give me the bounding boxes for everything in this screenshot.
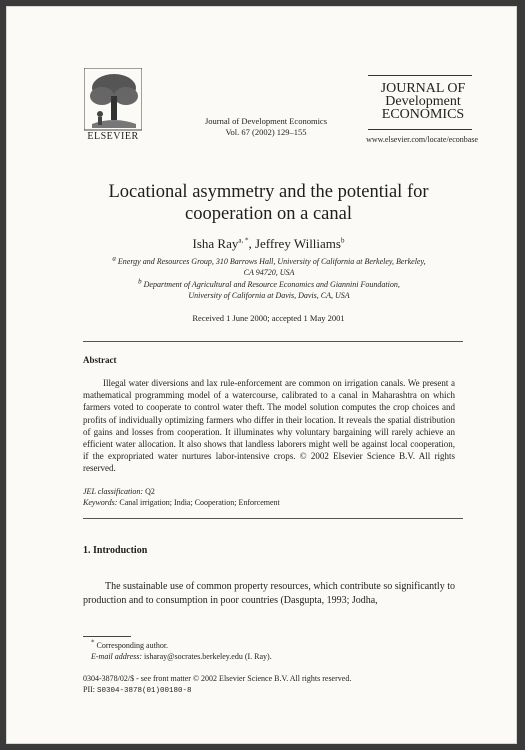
abstract-text: Illegal water diversions and lax rule-enforcement are common on irrigation canals. We present a mathematical programming model of a watercourse, calibrated to a canal in Maharashtra on which farmers voted to cooperate to control water theft. The model solution computes the crop choices and profits of individually optimizing farmers who differ in their location. It reveals the spatial distribution of gains and losses from cooperation. It illuminates why voluntary bargaining will rarely achieve an efficient water allocation. It also shows that landless laborers might well be against local cooperation, if the expropriated water nurtures labor-intensive crops. © 2002 Elsevier Science B.V. All rights reserved. (83, 378, 455, 474)
title-line-1: Locational asymmetry and the potential for (108, 182, 429, 202)
jel-label: JEL classification: (83, 487, 144, 496)
intro-paragraph: The sustainable use of common property resources, which contribute so significantly to production and to consumption in poor countries (Dasgupta, 1993; Jodha, (83, 581, 455, 606)
affiliation-a (74, 254, 464, 278)
abstract-rule-bottom (83, 518, 463, 519)
author-2: , Jeffrey Williams (248, 236, 341, 251)
email-value[interactable]: isharay@socrates.berkeley.edu (I. Ray). (144, 652, 272, 661)
corresponding-author: Corresponding author. (96, 641, 169, 650)
title-line-2: cooperation on a canal (185, 204, 352, 224)
affiliation-b (74, 277, 464, 301)
pii-line (83, 685, 463, 696)
pii-label: PII: (83, 685, 95, 694)
keywords-label: Keywords: (83, 498, 118, 507)
author-2-marks: b (340, 236, 345, 245)
abstract-rule-top (83, 341, 463, 342)
author-1-marks: a, * (238, 236, 249, 245)
classification-block (83, 486, 463, 508)
volume-line: Vol. 67 (2002) 129–155 (225, 127, 307, 137)
article-title (66, 181, 471, 225)
footnote-email (83, 652, 471, 662)
journal-brand (374, 82, 472, 121)
aff-a-line-1: Energy and Resources Group, 310 Barrows Hall, University of California at Berkeley, Berkeley, (117, 257, 426, 266)
footnote-rule (83, 636, 131, 637)
aff-a-line-2: CA 94720, USA (243, 267, 295, 277)
author-1: Isha Ray (192, 236, 239, 251)
pii-value: S0304-3878(01)00180-8 (97, 687, 192, 695)
brand-rule-bottom (368, 129, 472, 130)
brand-rule-top (368, 75, 472, 76)
aff-a-mark: a (112, 254, 116, 263)
aff-b-mark: b (138, 277, 142, 286)
author-line (66, 236, 471, 252)
paper-page (6, 6, 517, 744)
keywords-value: Canal irrigation; India; Cooperation; Enforcement (119, 498, 280, 507)
abstract-heading: Abstract (83, 355, 117, 365)
email-label: E-mail address: (91, 652, 143, 661)
journal-name: Journal of Development Economics (204, 116, 328, 126)
aff-b-line-1: Department of Agricultural and Resource Economics and Giannini Foundation, (143, 280, 400, 289)
section-heading-introduction: 1. Introduction (83, 545, 148, 556)
received-dates: Received 1 June 2000; accepted 1 May 2001 (192, 313, 345, 323)
issn-line: 0304-3878/02/$ - see front matter © 2002 Elsevier Science B.V. All rights reserved. (83, 674, 352, 683)
elsevier-tree-logo-icon (84, 68, 142, 138)
journal-url[interactable]: www.elsevier.com/locate/econbase (366, 135, 478, 144)
publisher-name: ELSEVIER (87, 131, 139, 142)
brand-line-2: Development (385, 94, 461, 109)
footnote-corresponding (83, 638, 471, 651)
brand-line-1: JOURNAL OF (380, 81, 466, 96)
jel-value: Q2 (145, 487, 155, 496)
footnote-star: * (91, 638, 95, 647)
aff-b-line-2: University of California at Davis, Davis, CA, USA (188, 290, 350, 300)
brand-line-3: ECONOMICS (381, 107, 465, 122)
